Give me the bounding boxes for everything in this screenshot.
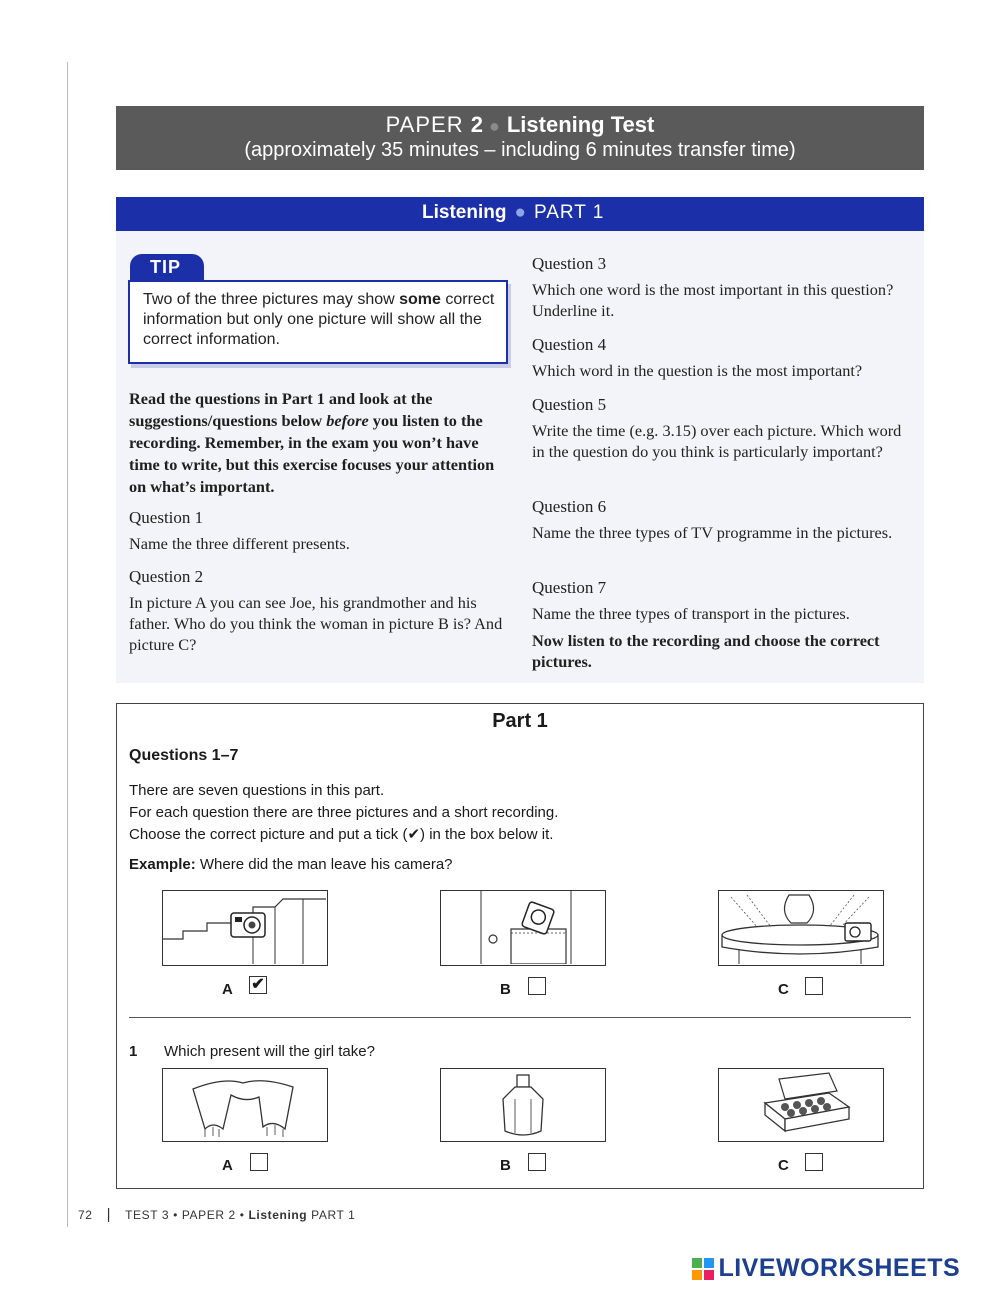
prep-question-4 (532, 335, 912, 381)
question-body: In picture A you can see Joe, his grandmother and his father. Who do you think the woman in picture B is? And picture C? (129, 593, 503, 654)
question-heading: Question 4 (532, 335, 607, 354)
prep-question-1 (129, 508, 509, 554)
page-margin-rule (67, 62, 68, 1227)
footer-test: TEST 3 (125, 1208, 170, 1222)
tip-label: TIP (150, 257, 182, 277)
question-1-checkbox-a[interactable] (250, 1153, 268, 1171)
page-number: 72 (78, 1208, 93, 1222)
camera-by-fountain-illustration (719, 891, 882, 964)
test-title: Listening Test (506, 112, 655, 137)
intro-emphasis: before (326, 411, 369, 430)
example-option-a-label: A (222, 981, 233, 998)
question-heading: Question 1 (129, 508, 204, 527)
perfume-bottle-illustration (441, 1069, 604, 1140)
question-heading: Question 2 (129, 567, 204, 586)
prep-question-2 (129, 567, 505, 655)
instruction-line: Choose the correct picture and put a tick (✔) in the box below it. (129, 826, 554, 843)
example-option-b-label: B (500, 981, 511, 998)
question-1-picture-b (440, 1068, 606, 1142)
bullet-icon: ● (514, 202, 526, 223)
tip-text (143, 290, 498, 350)
questions-title: Questions 1–7 (129, 747, 239, 764)
divider (129, 1017, 911, 1018)
question-body: Which word in the question is the most important? (532, 361, 863, 380)
section-title: Listening (422, 202, 507, 223)
prep-question-7 (532, 578, 912, 672)
footer-part: PART 1 (311, 1208, 356, 1222)
tip-text-end: correct information but only one picture will show all the correct information. (143, 291, 495, 348)
intro-paragraph (129, 388, 509, 498)
example-checkbox-a-ticked[interactable]: ✔ (249, 976, 267, 994)
section-part: PART 1 (533, 202, 605, 223)
paper-header (116, 106, 924, 170)
camera-in-pocket-illustration (441, 891, 604, 964)
intro-end: you listen to the recording. Remember, in the exam you won’t have time to write, but this exercise focuses your attention on what’s important. (129, 411, 495, 496)
question-body: Name the three different presents. (129, 534, 350, 553)
question-body: Name the three types of TV programme in the pictures. (532, 523, 893, 542)
example-checkbox-c[interactable] (805, 977, 823, 995)
footer-separator: | (106, 1206, 112, 1223)
question-body: Write the time (e.g. 3.15) over each picture. Which word in the question do you think is particularly important? (532, 421, 902, 461)
exam-instructions (129, 780, 558, 846)
paper-number: 2 (470, 112, 483, 137)
bullet-icon: ● (488, 116, 501, 136)
page-footer (78, 1206, 355, 1223)
final-instruction: Now listen to the recording and choose the correct pictures. (532, 631, 880, 671)
instruction-line: For each question there are three pictures and a short recording. (129, 804, 559, 821)
prep-question-5 (532, 395, 908, 462)
example-label: Example: (129, 856, 196, 873)
scarf-illustration (163, 1069, 326, 1140)
example-text: Where did the man leave his camera? (199, 856, 453, 873)
question-1-text: Which present will the girl take? (164, 1043, 375, 1060)
question-1-option-a-label: A (222, 1157, 233, 1174)
intro-start: Read the questions in Part 1 and look at the suggestions/questions below (129, 389, 433, 430)
footer-listening: Listening (248, 1208, 308, 1222)
question-heading: Question 7 (532, 578, 607, 597)
question-1-picture-c (718, 1068, 884, 1142)
paper-duration: (approximately 35 minutes – including 6 minutes transfer time) (244, 139, 796, 161)
footer-paper: PAPER 2 (181, 1208, 236, 1222)
question-heading: Question 6 (532, 497, 607, 516)
example-question (129, 856, 453, 873)
tip-text-bold: some (399, 291, 441, 308)
box-of-chocolates-illustration (719, 1069, 882, 1140)
section-bar (116, 197, 924, 231)
example-picture-c (718, 890, 884, 966)
paper-label: PAPER (385, 112, 464, 137)
question-body: Which one word is the most important in this question? Underline it. (532, 280, 894, 320)
bullet-icon: • (173, 1208, 178, 1222)
camera-on-stairs-illustration (163, 891, 326, 964)
question-heading: Question 5 (532, 395, 607, 414)
question-1-checkbox-c[interactable] (805, 1153, 823, 1171)
instruction-line: There are seven questions in this part. (129, 782, 385, 799)
brand-text: LIVEWORKSHEETS (718, 1254, 961, 1282)
prep-question-6 (532, 497, 908, 543)
example-option-c-label: C (778, 981, 789, 998)
example-picture-a (162, 890, 328, 966)
question-1-option-b-label: B (500, 1157, 511, 1174)
question-heading: Question 3 (532, 254, 607, 273)
question-1-checkbox-b[interactable] (528, 1153, 546, 1171)
liveworksheets-logo-icon (692, 1258, 714, 1280)
question-1-picture-a (162, 1068, 328, 1142)
tip-tab (130, 254, 204, 281)
question-body: Name the three types of transport in the pictures. (532, 604, 850, 623)
question-1-number: 1 (129, 1043, 138, 1060)
bullet-icon: • (239, 1208, 245, 1222)
tip-text-start: Two of the three pictures may show (143, 291, 400, 308)
prep-question-3 (532, 254, 908, 321)
question-1-option-c-label: C (778, 1157, 789, 1174)
example-checkbox-b[interactable] (528, 977, 546, 995)
example-picture-b (440, 890, 606, 966)
exam-part-title: Part 1 (492, 710, 548, 732)
brand-logo[interactable] (692, 1254, 960, 1283)
